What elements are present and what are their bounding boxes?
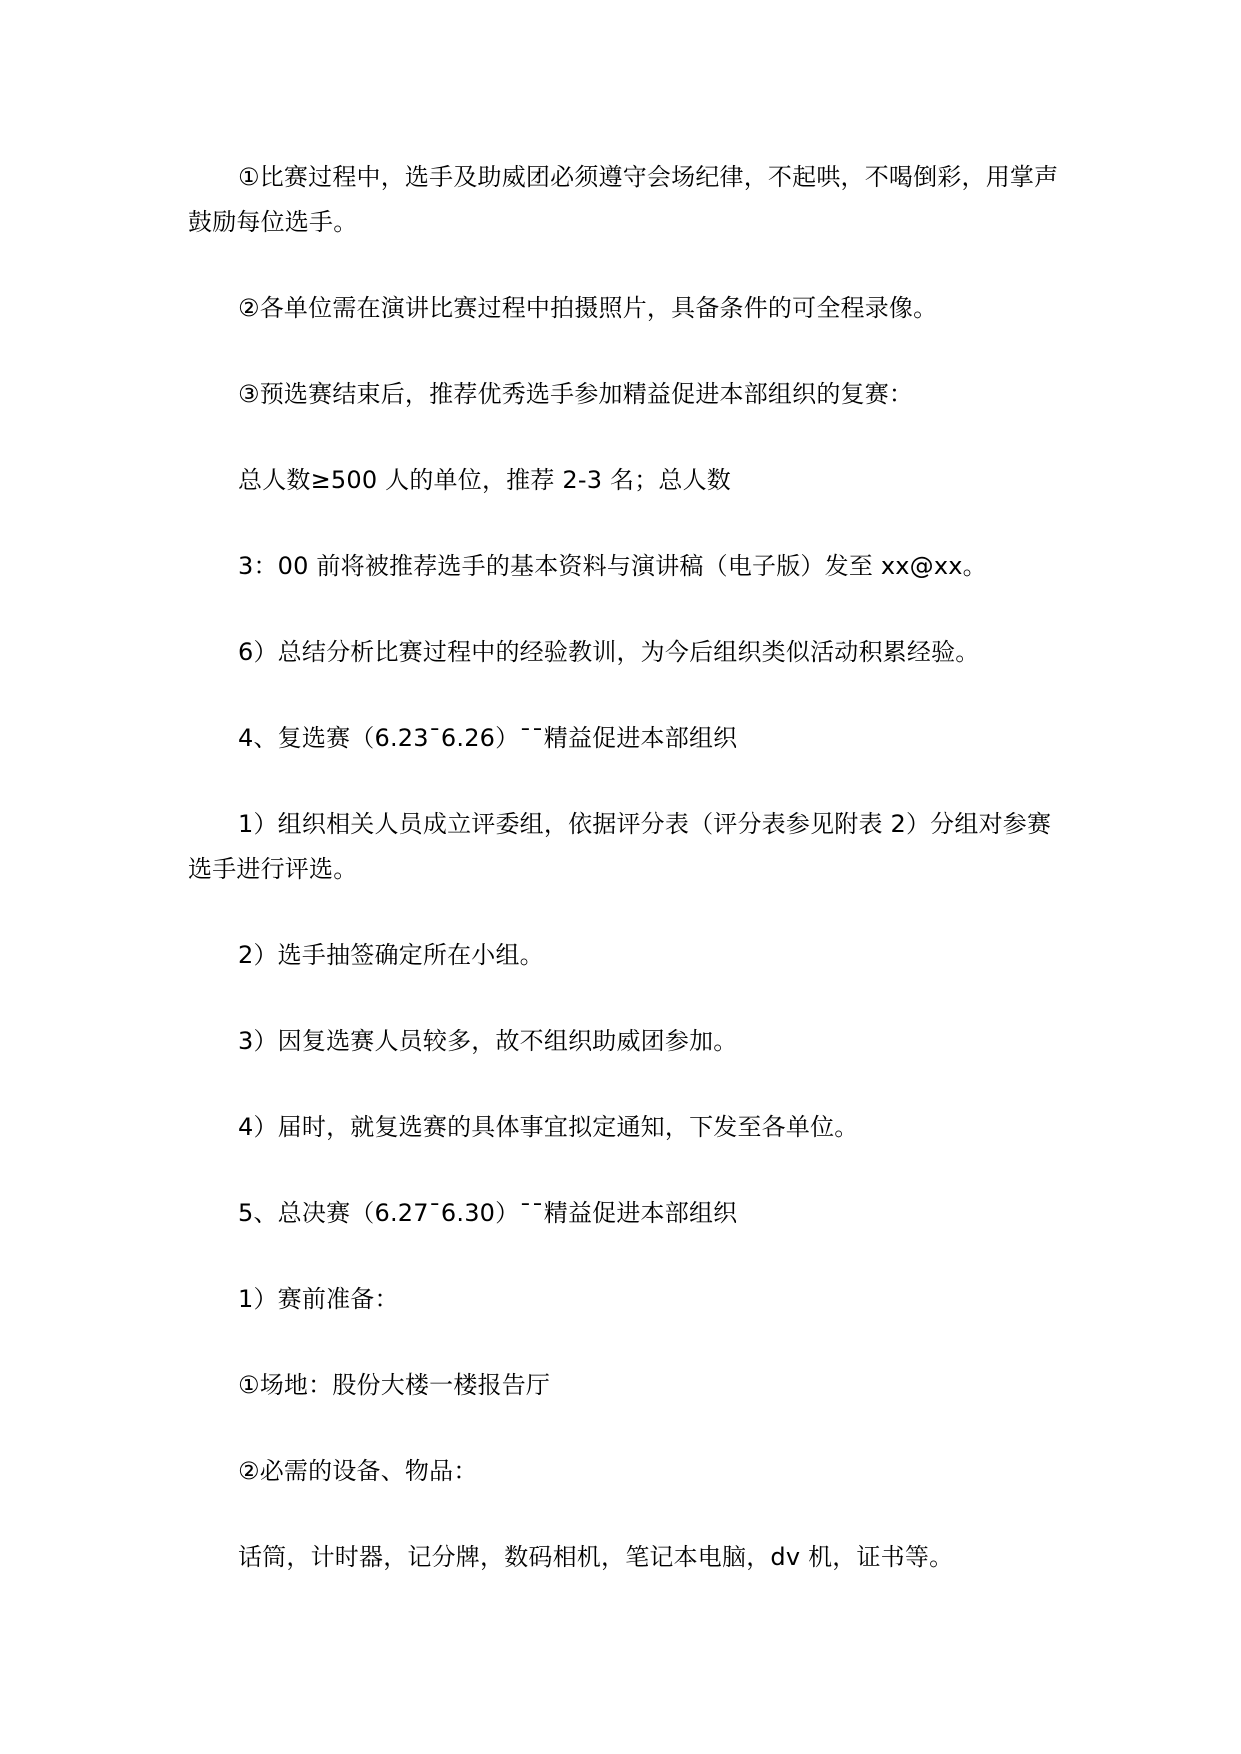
section-heading-semifinal: 4、复选赛（6.23¯6.26）¯¯精益促进本部组织: [238, 724, 738, 752]
document-body: [188, 155, 1060, 1580]
paragraph-headcount: 总人数≥500 人的单位，推荐 2-3 名；总人数: [238, 466, 732, 494]
paragraph-summary: 6）总结分析比赛过程中的经验教训，为今后组织类似活动积累经验。: [238, 638, 980, 666]
paragraph-equipment-list: 话筒，计时器，记分牌，数码相机，笔记本电脑，dv 机，证书等。: [238, 1543, 954, 1571]
paragraph-venue: ①场地：股份大楼一楼报告厅: [238, 1371, 551, 1399]
paragraph-no-cheer: 3）因复选赛人员较多，故不组织助威团参加。: [238, 1027, 738, 1055]
paragraph-photos: ②各单位需在演讲比赛过程中拍摄照片，具备条件的可全程录像。: [238, 294, 938, 322]
paragraph-preparation: 1）赛前准备：: [238, 1285, 399, 1313]
paragraph-recommend: ③预选赛结束后，推荐优秀选手参加精益促进本部组织的复赛：: [238, 380, 914, 408]
paragraph-judges: 1）组织相关人员成立评委组，依据评分表（评分表参见附表 2）分组对参赛选手进行评选。: [188, 810, 1052, 883]
paragraph-draw: 2）选手抽签确定所在小组。: [238, 941, 544, 969]
paragraph-equipment: ②必需的设备、物品：: [238, 1457, 478, 1485]
section-heading-final: 5、总决赛（6.27¯6.30）¯¯精益促进本部组织: [238, 1199, 738, 1227]
paragraph-submit: 3：00 前将被推荐选手的基本资料与演讲稿（电子版）发至 xx@xx。: [238, 552, 987, 580]
paragraph-notice: 4）届时，就复选赛的具体事宜拟定通知，下发至各单位。: [238, 1113, 859, 1141]
paragraph-discipline: ①比赛过程中，选手及助威团必须遵守会场纪律，不起哄，不喝倒彩，用掌声鼓励每位选手。: [188, 163, 1059, 236]
